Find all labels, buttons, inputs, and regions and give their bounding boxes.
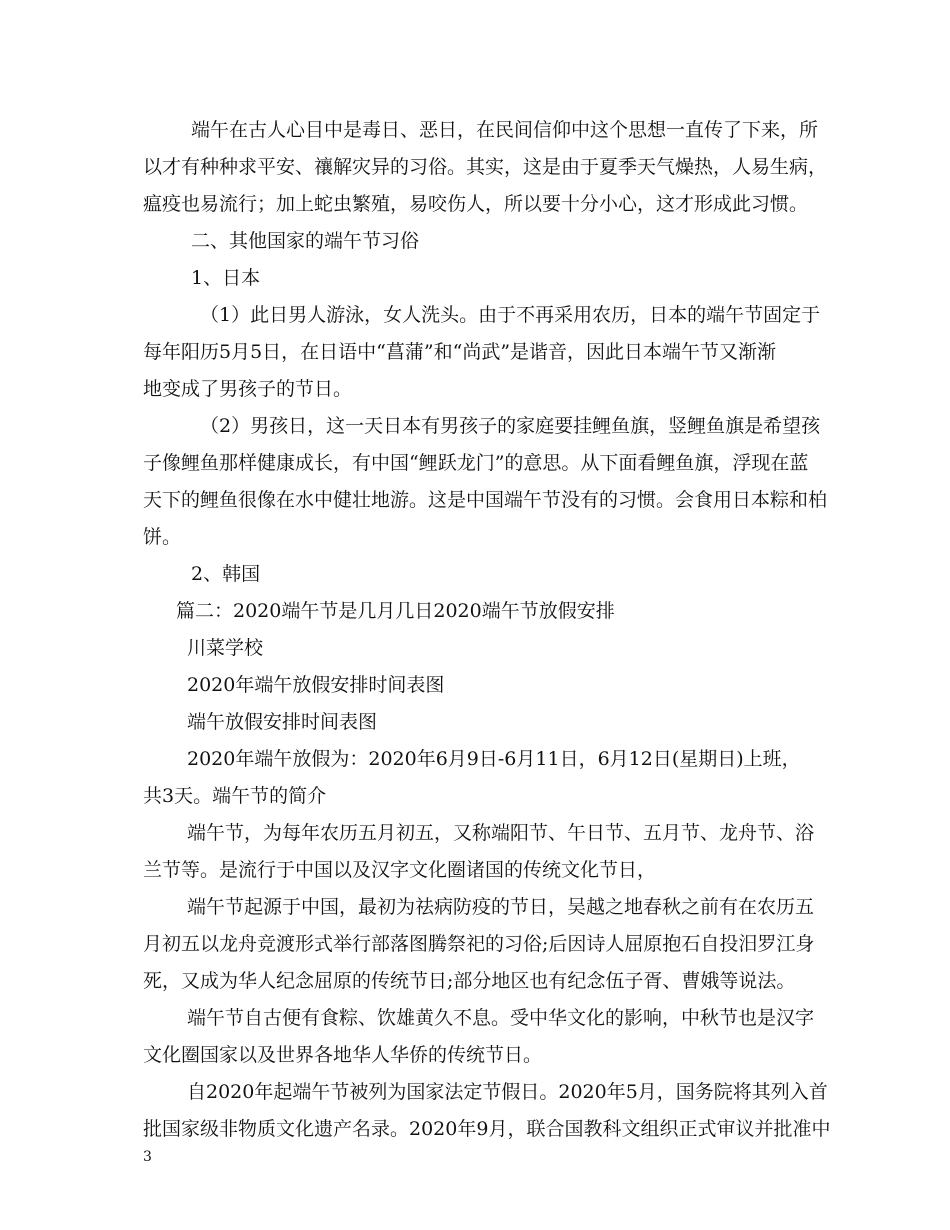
text-line: 端午节起源于中国，最初为祛病防疫的节日，吴越之地春秋之前有在农历五 <box>187 896 815 918</box>
text-line: 端午节自古便有食粽、饮雄黄久不息。受中华文化的影响，中秋节也是汉字 <box>187 1007 815 1029</box>
text-line: 兰节等。是流行于中国以及汉字文化圈诸国的传统文化节日， <box>143 859 657 881</box>
text-line: 2020年端午放假安排时间表图 <box>187 674 445 696</box>
text-line: （2）男孩日，这一天日本有男孩子的家庭要挂鲤鱼旗，竖鲤鱼旗是希望孩 <box>200 415 821 437</box>
text-line: 死，又成为华人纪念屈原的传统节日;部分地区也有纪念伍子胥、曹娥等说法。 <box>143 970 796 992</box>
text-line: 地变成了男孩子的节日。 <box>143 378 353 400</box>
section-heading: 篇二：2020端午节是几月几日2020端午节放假安排 <box>176 600 615 622</box>
text-line: 端午放假安排时间表图 <box>187 711 378 733</box>
text-line: 批国家级非物质文化遗产名录。2020年9月，联合国教科文组织正式审议并批准中 <box>143 1118 831 1140</box>
text-line: 川菜学校 <box>187 637 264 659</box>
text-line: （1）此日男人游泳，女人洗头。由于不再采用农历，日本的端午节固定于 <box>200 304 821 326</box>
text-line: 端午在古人心目中是毒日、恶日，在民间信仰中这个思想一直传了下来，所 <box>191 119 819 141</box>
text-line: 共3天。端午节的简介 <box>143 785 327 807</box>
subsection-heading: 2、韩国 <box>191 563 261 585</box>
text-line: 文化圈国家以及世界各地华人华侨的传统节日。 <box>143 1044 543 1066</box>
text-line: 瘟疫也易流行；加上蛇虫繁殖，易咬伤人，所以要十分小心，这才形成此习惯。 <box>143 193 809 215</box>
text-line: 端午节，为每年农历五月初五，又称端阳节、午日节、五月节、龙舟节、浴 <box>187 822 815 844</box>
text-line: 天下的鲤鱼很像在水中健壮地游。这是中国端午节没有的习惯。会食用日本粽和柏 <box>143 489 828 511</box>
text-line: 月初五以龙舟竞渡形式举行部落图腾祭祀的习俗;后因诗人屈原抱石自投汨罗江身 <box>143 933 815 955</box>
text-line: 2020年端午放假为：2020年6月9日-6月11日，6月12日(星期日)上班， <box>187 748 801 770</box>
text-line: 每年阳历5月5日，在日语中“菖蒲”和“尚武”是谐音，因此日本端午节又渐渐 <box>143 341 777 363</box>
text-line: 以才有种种求平安、禳解灾异的习俗。其实，这是由于夏季天气燥热，人易生病， <box>143 156 828 178</box>
text-line: 子像鲤鱼那样健康成长，有中国“鲤跃龙门”的意思。从下面看鲤鱼旗，浮现在蓝 <box>143 452 809 474</box>
text-line: 自2020年起端午节被列为国家法定节假日。2020年5月，国务院将其列入首 <box>187 1081 828 1103</box>
subsection-heading: 1、日本 <box>191 267 261 289</box>
section-heading: 二、其他国家的端午节习俗 <box>191 230 420 252</box>
page-number: 3 <box>143 1149 152 1165</box>
text-line: 饼。 <box>143 526 182 548</box>
